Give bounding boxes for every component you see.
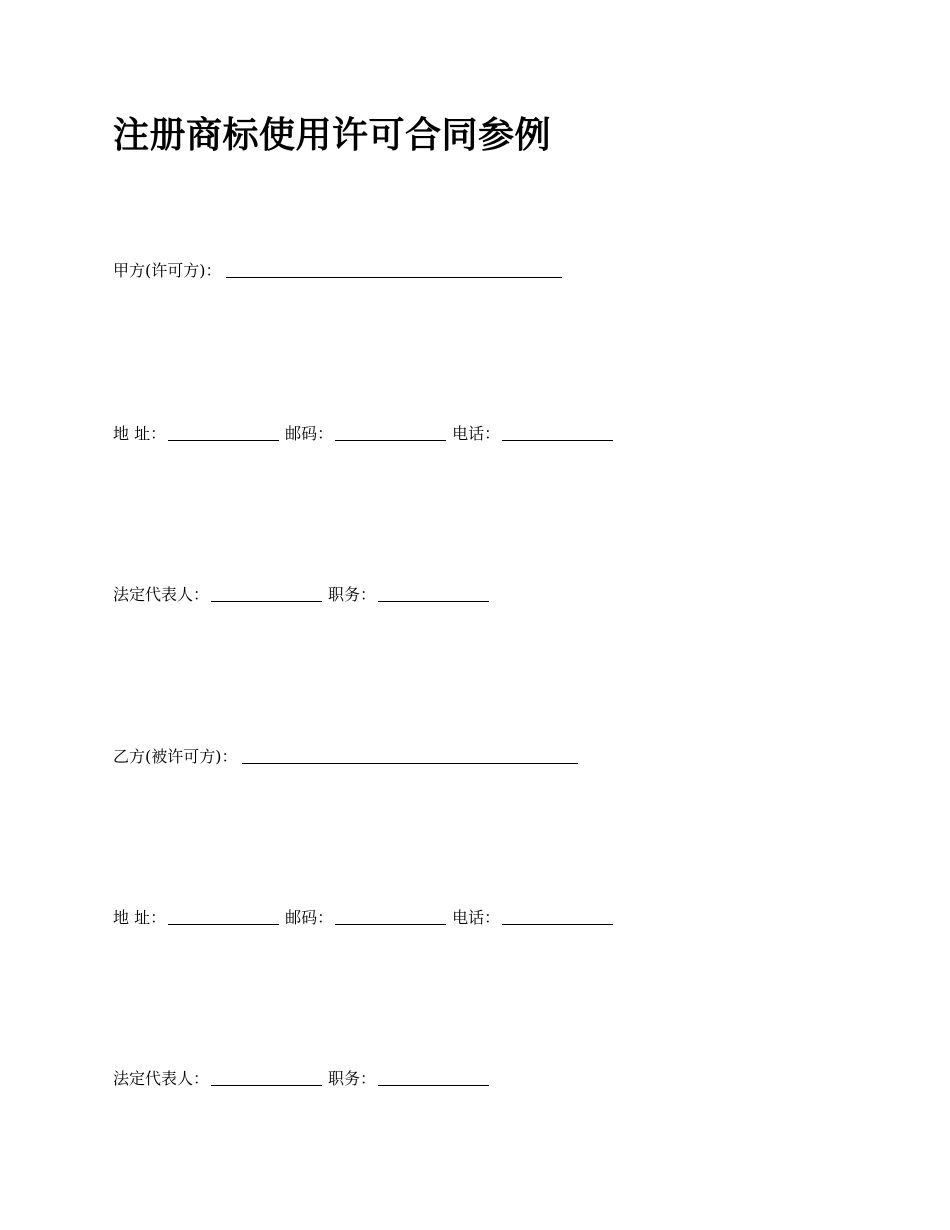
party-a-phone-blank <box>502 439 613 441</box>
party-b-rep-blank <box>211 1084 322 1086</box>
party-b-name-blank <box>242 762 578 764</box>
party-b-rep-label: 法定代表人： <box>113 1069 210 1088</box>
party-b-postcode-blank <box>335 923 446 925</box>
document-title: 注册商标使用许可合同参例 <box>113 115 552 156</box>
party-a-rep-label: 法定代表人： <box>113 585 210 604</box>
party-b-position-label: 职务： <box>328 1069 377 1088</box>
party-a-postcode-label: 邮码： <box>285 424 334 443</box>
party-b-address-blank <box>168 923 279 925</box>
party-b-name-label: 乙方(被许可方)： <box>113 747 238 766</box>
party-b-postcode-label: 邮码： <box>285 908 334 927</box>
party-a-postcode-blank <box>335 439 446 441</box>
party-b-position-blank <box>378 1084 489 1086</box>
party-a-name-line <box>113 260 562 282</box>
party-a-rep-blank <box>211 600 322 602</box>
party-a-position-blank <box>378 600 489 602</box>
party-a-rep-line <box>113 584 489 606</box>
party-a-phone-label: 电话： <box>452 424 501 443</box>
party-b-address-label: 地 址： <box>113 908 167 927</box>
party-b-phone-blank <box>502 923 613 925</box>
party-a-name-blank <box>226 276 562 278</box>
party-b-name-line <box>113 746 578 768</box>
party-a-address-blank <box>168 439 279 441</box>
party-a-position-label: 职务： <box>328 585 377 604</box>
party-a-name-label: 甲方(许可方)： <box>113 261 222 280</box>
party-b-contact-line <box>113 907 613 929</box>
party-a-address-label: 地 址： <box>113 424 167 443</box>
party-b-phone-label: 电话： <box>452 908 501 927</box>
party-b-rep-line <box>113 1068 489 1090</box>
party-a-contact-line <box>113 423 613 445</box>
